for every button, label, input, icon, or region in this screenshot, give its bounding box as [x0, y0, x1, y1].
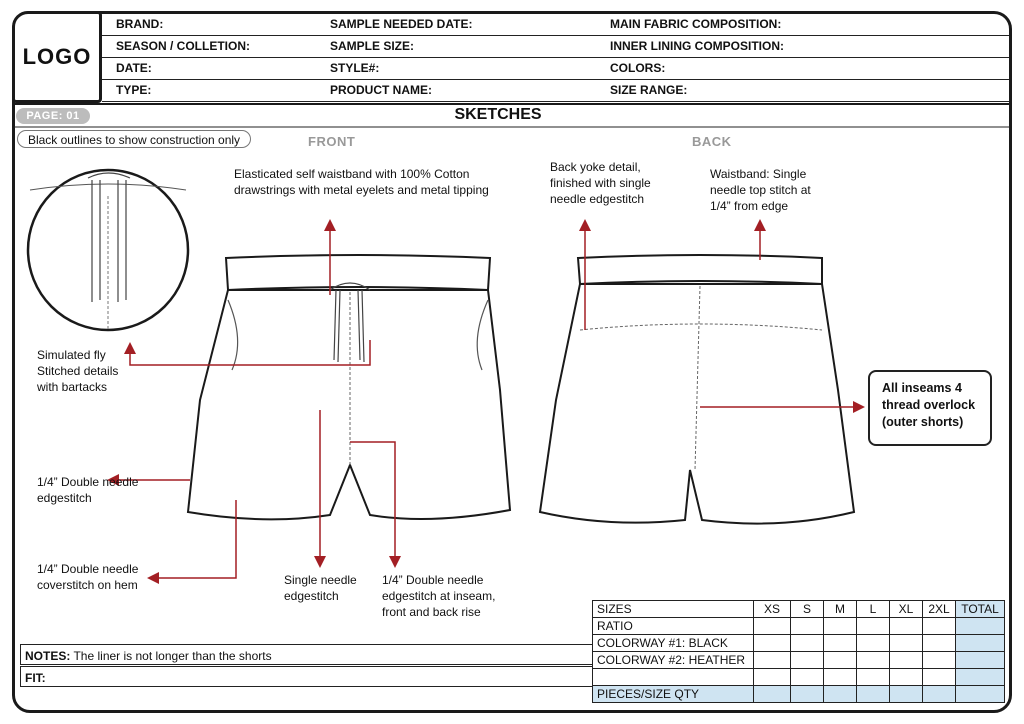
- main-fabric-label: MAIN FABRIC COMPOSITION:: [610, 17, 782, 31]
- size-table: [592, 600, 1005, 703]
- table-cell[interactable]: [791, 669, 824, 686]
- table-cell[interactable]: [824, 652, 857, 669]
- waistband-back-note: Waistband: Single needle top stitch at 1/4” from edge: [710, 167, 811, 213]
- back-view-label: BACK: [692, 134, 732, 149]
- fly-note: Simulated fly Stitched details with bartacks: [37, 348, 119, 394]
- table-cell[interactable]: [890, 652, 923, 669]
- table-cell[interactable]: [857, 652, 890, 669]
- table-cell[interactable]: [923, 618, 956, 635]
- size-2xl: 2XL: [923, 601, 956, 618]
- colorway-2-label: COLORWAY #2: HEATHER: [593, 652, 754, 669]
- table-cell[interactable]: [754, 618, 791, 635]
- season-label: SEASON / COLLETION:: [116, 39, 251, 53]
- colorway-1-row: [593, 635, 1005, 652]
- section-title: SKETCHES: [454, 106, 542, 123]
- table-cell[interactable]: [923, 652, 956, 669]
- table-cell[interactable]: [824, 686, 857, 703]
- table-cell[interactable]: [956, 669, 1005, 686]
- size-xs: XS: [754, 601, 791, 618]
- page-number-badge: PAGE: 01: [16, 108, 90, 124]
- table-cell[interactable]: [857, 669, 890, 686]
- sample-needed-date-label: SAMPLE NEEDED DATE:: [330, 17, 473, 31]
- notes-row: [20, 644, 592, 665]
- qty-label: PIECES/SIZE QTY: [593, 686, 754, 703]
- table-cell[interactable]: [956, 635, 1005, 652]
- blank-label: [593, 669, 754, 686]
- total-header: TOTAL: [956, 601, 1005, 618]
- size-xl: XL: [890, 601, 923, 618]
- ratio-row: [593, 618, 1005, 635]
- table-cell[interactable]: [890, 635, 923, 652]
- size-l: L: [857, 601, 890, 618]
- table-cell[interactable]: [754, 652, 791, 669]
- coverstitch-note: 1/4” Double needle coverstitch on hem: [37, 562, 139, 592]
- fly-detail-circle: [28, 170, 188, 330]
- style-label: STYLE#:: [330, 61, 380, 75]
- table-cell[interactable]: [754, 669, 791, 686]
- double-needle-note: 1/4” Double needle edgestitch: [37, 475, 139, 505]
- table-cell[interactable]: [824, 618, 857, 635]
- table-cell[interactable]: [791, 635, 824, 652]
- sizes-header: SIZES: [593, 601, 754, 618]
- size-range-label: SIZE RANGE:: [610, 83, 688, 97]
- table-cell[interactable]: [754, 686, 791, 703]
- single-needle-note: Single needle edgestitch: [284, 573, 357, 603]
- type-label: TYPE:: [116, 83, 152, 97]
- sample-size-label: SAMPLE SIZE:: [330, 39, 415, 53]
- notes-section: [20, 644, 592, 688]
- ratio-label: RATIO: [593, 618, 754, 635]
- product-name-label: PRODUCT NAME:: [330, 83, 432, 97]
- table-cell[interactable]: [857, 635, 890, 652]
- colors-label: COLORS:: [610, 61, 666, 75]
- table-cell[interactable]: [923, 635, 956, 652]
- outline-note: Black outlines to show construction only: [17, 130, 251, 148]
- size-m: M: [824, 601, 857, 618]
- table-cell[interactable]: [956, 686, 1005, 703]
- inseam-rise-note: 1/4” Double needle edgestitch at inseam, front and back rise: [382, 573, 496, 619]
- size-s: S: [791, 601, 824, 618]
- logo: LOGO: [12, 11, 102, 103]
- date-label: DATE:: [116, 61, 152, 75]
- table-cell[interactable]: [890, 686, 923, 703]
- table-cell[interactable]: [956, 652, 1005, 669]
- table-cell[interactable]: [754, 635, 791, 652]
- table-cell[interactable]: [857, 686, 890, 703]
- table-cell[interactable]: [791, 652, 824, 669]
- blank-row: [593, 669, 1005, 686]
- qty-row: [593, 686, 1005, 703]
- table-cell[interactable]: [923, 686, 956, 703]
- colorway-1-label: COLORWAY #1: BLACK: [593, 635, 754, 652]
- table-cell[interactable]: [890, 669, 923, 686]
- fit-row: [20, 666, 592, 687]
- inseams-callout: All inseams 4 thread overlock (outer shorts): [868, 370, 992, 446]
- colorway-2-row: [593, 652, 1005, 669]
- table-cell[interactable]: [791, 686, 824, 703]
- size-header-row: [593, 601, 1005, 618]
- front-shorts-drawing: [188, 255, 510, 519]
- table-cell[interactable]: [923, 669, 956, 686]
- table-cell[interactable]: [824, 635, 857, 652]
- table-cell[interactable]: [956, 618, 1005, 635]
- back-yoke-note: Back yoke detail, finished with single needle edgestitch: [550, 160, 651, 206]
- notes-label: NOTES:: [25, 649, 71, 663]
- table-cell[interactable]: [857, 618, 890, 635]
- table-cell[interactable]: [791, 618, 824, 635]
- brand-label: BRAND:: [116, 17, 164, 31]
- front-view-label: FRONT: [308, 134, 356, 149]
- inner-lining-label: INNER LINING COMPOSITION:: [610, 39, 784, 53]
- back-shorts-drawing: [540, 255, 854, 524]
- table-cell[interactable]: [890, 618, 923, 635]
- fit-label: FIT:: [25, 671, 46, 685]
- notes-text: The liner is not longer than the shorts: [73, 649, 272, 663]
- waistband-front-note: Elasticated self waistband with 100% Cotton drawstrings with metal eyelets and metal tipping: [234, 167, 489, 197]
- table-cell[interactable]: [824, 669, 857, 686]
